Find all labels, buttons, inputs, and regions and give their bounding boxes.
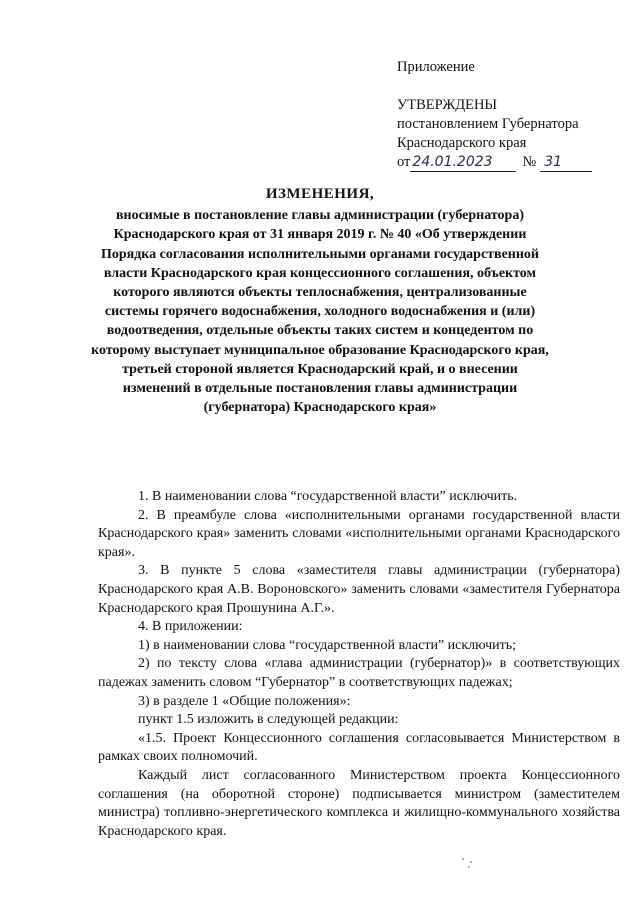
spacer bbox=[397, 77, 627, 96]
date-number-line bbox=[397, 153, 627, 172]
title-subtitle: вносимые в постановление главы администрации (губернатора) Краснодарского края от 31 января 2019 г. № 40 «Об утверждении Порядка согласования исполнительными органами государственной власти Краснодарского края концессионного соглашения, объектом которого являются объекты теплоснабжения, централизованные системы горячего водоснабжения, холодного водоснабжения и (или) водоотведения, отдельные объекты таких систем и концедентом по которому выступает муниципальное образование Краснодарского края, третьей стороной является Краснодарский край, и о внесении изменений в отдельные постановления главы администрации (губернатора) Краснодарского края» bbox=[91, 208, 549, 416]
handwritten-date: 24.01.2023 bbox=[410, 154, 516, 172]
paragraph: 3) в разделе 1 «Общие положения»: bbox=[138, 693, 351, 709]
scan-speck bbox=[470, 861, 472, 863]
resolution-label: постановлением Губернатора bbox=[397, 116, 579, 132]
number-sign: № bbox=[522, 154, 537, 170]
paragraph: 3. В пункте 5 слова «заместителя главы администрации (губернатора) Краснодарского края А.В. Вороновского» заменить словами «заместителя Губернатора Краснодарского края Прошунина А.Г.». bbox=[98, 563, 620, 616]
region-label: Краснодарского края bbox=[397, 135, 527, 151]
title-heading: ИЗМЕНЕНИЯ, bbox=[265, 186, 375, 202]
paragraph: 2) по тексту слова «глава администрации (губернатор)» в соответствующих падежах заменить словом “Губернатор” в соответствующих падежах; bbox=[98, 656, 620, 690]
paragraph: 4. В приложении: bbox=[138, 619, 243, 635]
paragraph: 2. В преамбуле слова «исполнительными органами государственной власти Краснодарского края» заменить словами «исполнительными органами Краснодарского края». bbox=[98, 507, 620, 560]
attachment-label: Приложение bbox=[397, 59, 475, 75]
handwritten-number: 31 bbox=[540, 154, 592, 172]
scan-speck bbox=[462, 858, 464, 860]
paragraph: Каждый лист согласованного Министерством проекта Концессионного соглашения (на оборотной стороне) подписывается министром (заместителем министра) топливно-энергетического комплекса и жилищно-коммунального хозяйства Краснодарского края. bbox=[98, 767, 620, 839]
date-prefix: от bbox=[397, 154, 411, 170]
document-title bbox=[90, 185, 550, 417]
scan-speck bbox=[468, 866, 470, 868]
paragraph: 1. В наименовании слова “государственной власти” исключить. bbox=[138, 489, 518, 504]
paragraph: 1) в наименовании слова “государственной власти” исключить; bbox=[138, 637, 516, 653]
approval-stamp bbox=[397, 58, 627, 172]
paragraph: «1.5. Проект Концессионного соглашения согласовывается Министерством в рамках своих полномочий. bbox=[98, 730, 620, 765]
document-body bbox=[98, 488, 620, 841]
approved-label: УТВЕРЖДЕНЫ bbox=[397, 97, 498, 113]
paragraph: пункт 1.5 изложить в следующей редакции: bbox=[138, 712, 399, 728]
